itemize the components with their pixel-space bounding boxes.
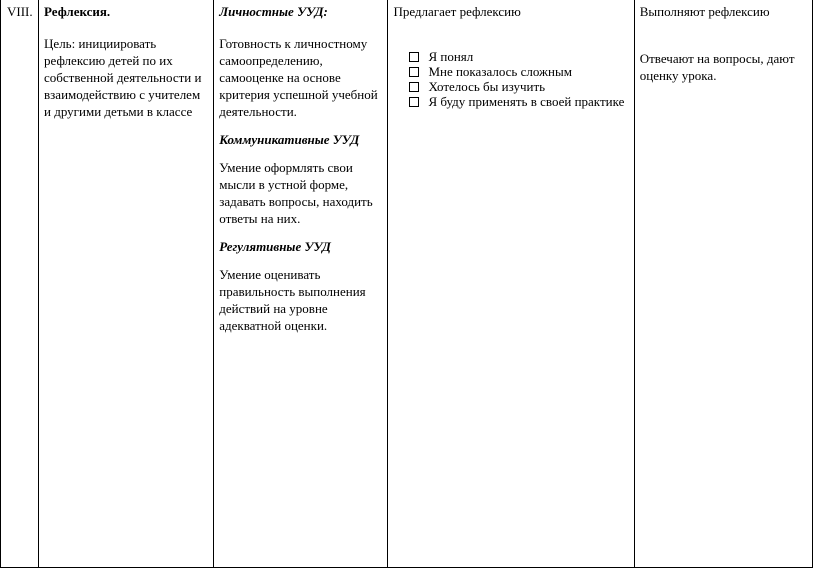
teacher-activity: Предлагает рефлексию <box>393 4 521 19</box>
checklist-item-label: Я буду применять в своей практике <box>428 94 625 109</box>
checkbox-icon <box>409 82 419 92</box>
checkbox-icon <box>409 67 419 77</box>
list-item <box>409 64 628 79</box>
list-item <box>409 94 628 109</box>
list-item <box>409 49 628 64</box>
checklist-item-label: Хотелось бы изучить <box>428 79 546 94</box>
stage-number: VIII. <box>7 4 33 19</box>
communicative-uud-text: Умение оформлять свои мысли в устной форме, задавать вопросы, находить ответы на них. <box>219 160 373 226</box>
student-activity: Выполняют рефлексию <box>639 4 770 19</box>
table-row <box>1 0 813 568</box>
personal-uud-text: Готовность к личностному самоопределению, самооценке на основе критерия успешной учебной деятельности. <box>219 36 378 119</box>
checklist-item-label: Мне показалось сложным <box>428 64 572 79</box>
checkbox-icon <box>409 97 419 107</box>
reflection-checklist <box>393 49 628 109</box>
checkbox-icon <box>409 52 419 62</box>
stage-description-cell <box>39 0 214 568</box>
student-answer: Отвечают на вопросы, дают оценку урока. <box>639 51 795 83</box>
teacher-activity-cell <box>388 0 634 568</box>
student-activity-cell <box>634 0 812 568</box>
stage-number-cell <box>1 0 39 568</box>
list-item <box>409 79 628 94</box>
stage-title: Рефлексия. <box>44 4 111 19</box>
regulatory-uud-heading: Регулятивные УУД <box>219 239 331 254</box>
personal-uud-heading: Личностные УУД: <box>219 4 328 19</box>
uud-cell <box>214 0 388 568</box>
communicative-uud-heading: Коммуникативные УУД <box>219 132 360 147</box>
regulatory-uud-text: Умение оценивать правильность выполнения действий на уровне адекватной оценки. <box>219 267 366 333</box>
checklist-item-label: Я понял <box>428 49 474 64</box>
stage-goal: Цель: инициировать рефлексию детей по их собственной деятельности и взаимодействию с учителем и другими детьми в классе <box>44 36 202 119</box>
